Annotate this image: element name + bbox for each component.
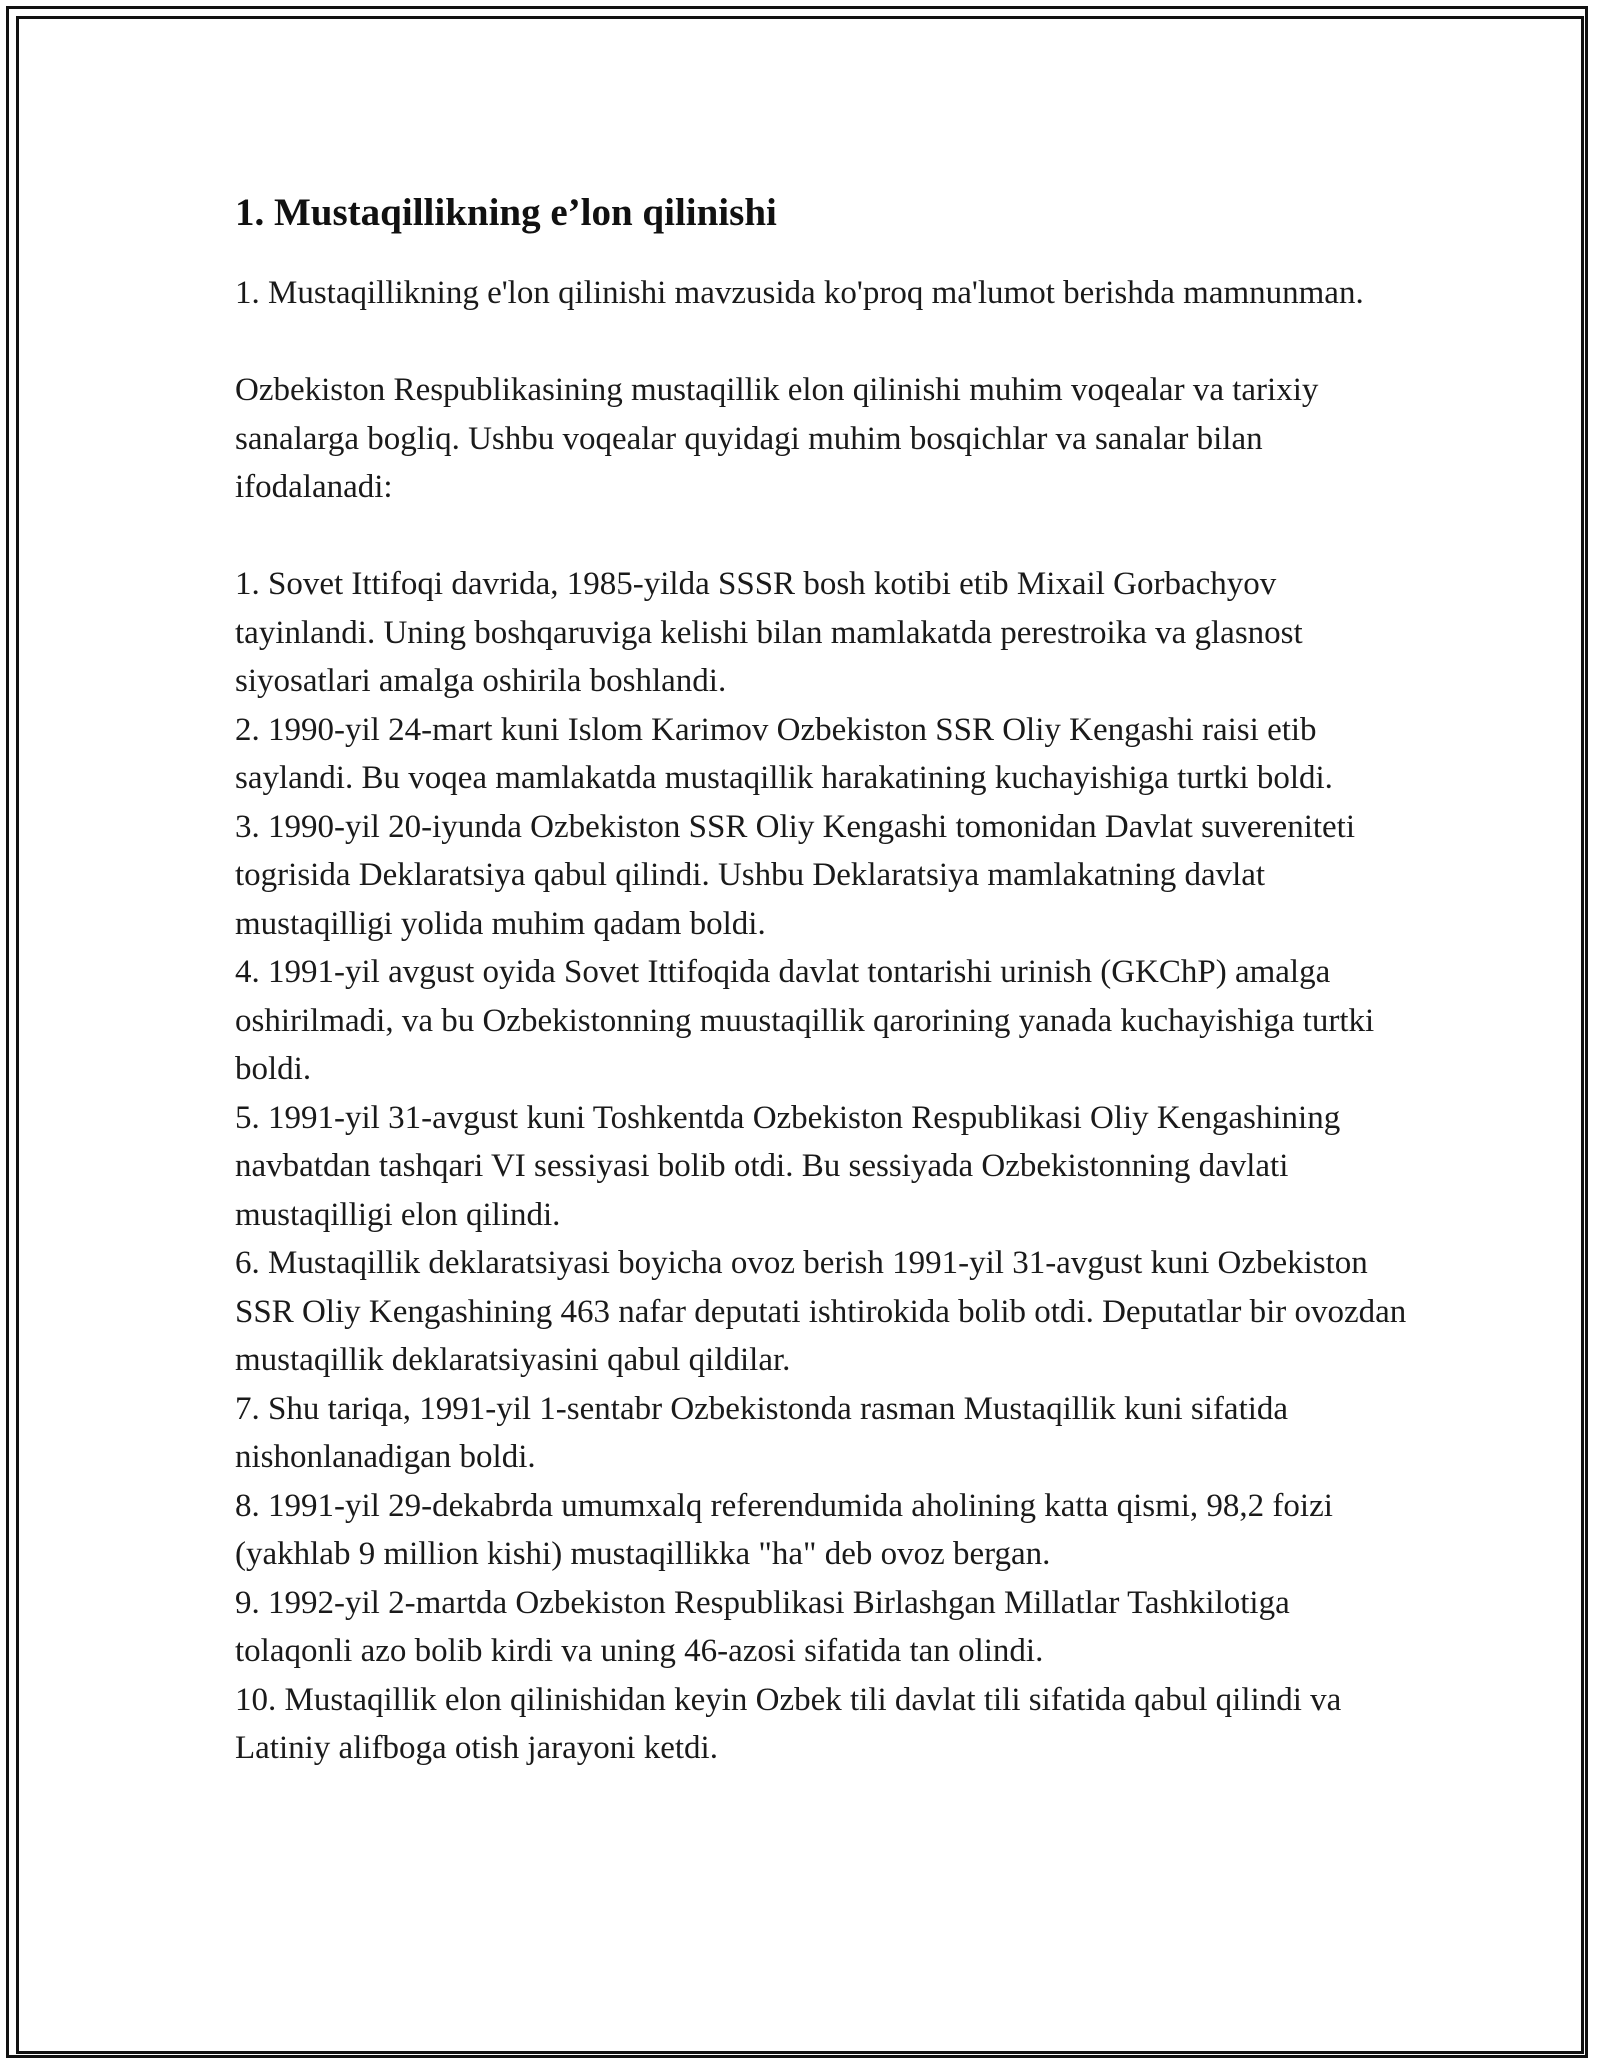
list-item: 3. 1990-yil 20-iyunda Ozbekiston SSR Oliy Kengashi tomonidan Davlat suvereniteti togrisida Deklaratsiya qabul qilindi. Ushbu Deklaratsiya mamlakatning davlat mustaqilligi yolida muhim qadam boldi. (235, 808, 1356, 942)
list-item: 4. 1991-yil avgust oyida Sovet Ittifoqida davlat tontarishi urinish (GKChP) amalga oshirilmadi, va bu Ozbekistonning muustaqillik qarorining yanada kuchayishiga turtki boldi. (235, 954, 1375, 1087)
list-item: 7. Shu tariqa, 1991-yil 1-sentabr Ozbekistonda rasman Mustaqillik kuni sifatida nishonlanadigan boldi. (235, 1390, 1289, 1475)
paragraph-gap (235, 318, 1415, 367)
document-body (235, 185, 1415, 1773)
list-item: 8. 1991-yil 29-dekabrda umumxalq referendumida aholining katta qismi, 98,2 foizi (yakhlab 9 million kishi) mustaqillikka "ha" deb ovoz bergan. (235, 1487, 1333, 1572)
intro-paragraph: 1. Mustaqillikning e'lon qilinishi mavzusida ko'proq ma'lumot berishda mamnunman. (235, 275, 1364, 311)
list-item: 6. Mustaqillik deklaratsiyasi boyicha ovoz berish 1991-yil 31-avgust kuni Ozbekiston SSR Oliy Kengashining 463 nafar deputati ishtirokida bolib otdi. Deputatlar bir ovozdan mustaqillik deklaratsiyasini qabul qildilar. (235, 1245, 1407, 1378)
events-list (235, 560, 1415, 1773)
list-item: 9. 1992-yil 2-martda Ozbekiston Respublikasi Birlashgan Millatlar Tashkilotiga tolaqonli azo bolib kirdi va uning 46-azosi sifatida tan olindi. (235, 1584, 1290, 1669)
paragraph-gap (235, 512, 1415, 561)
list-item: 5. 1991-yil 31-avgust kuni Toshkentda Ozbekiston Respublikasi Oliy Kengashining navbatdan tashqari VI sessiyasi bolib otdi. Bu sessiyada Ozbekistonning davlati mustaqilligi elon qilindi. (235, 1099, 1341, 1233)
document-heading: 1. Mustaqillikning e’lon qilinishi (235, 191, 777, 234)
lead-paragraph: Ozbekiston Respublikasining mustaqillik elon qilinishi muhim voqealar va tarixiy sanalarga bogliq. Ushbu voqealar quyidagi muhim bosqichlar va sanalar bilan ifodalanadi: (235, 372, 1319, 505)
list-item: 1. Sovet Ittifoqi davrida, 1985-yilda SSSR bosh kotibi etib Mixail Gorbachyov tayinlandi. Uning boshqaruviga kelishi bilan mamlakatda perestroika va glasnost siyosatlari amalga oshirila boshlandi. (235, 566, 1303, 699)
list-item: 2. 1990-yil 24-mart kuni Islom Karimov Ozbekiston SSR Oliy Kengashi raisi etib saylandi. Bu voqea mamlakatda mustaqillik harakatining kuchayishiga turtki boldi. (235, 711, 1333, 796)
list-item: 10. Mustaqillik elon qilinishidan keyin Ozbek tili davlat tili sifatida qabul qilindi va Latiniy alifboga otish jarayoni ketdi. (235, 1681, 1342, 1766)
